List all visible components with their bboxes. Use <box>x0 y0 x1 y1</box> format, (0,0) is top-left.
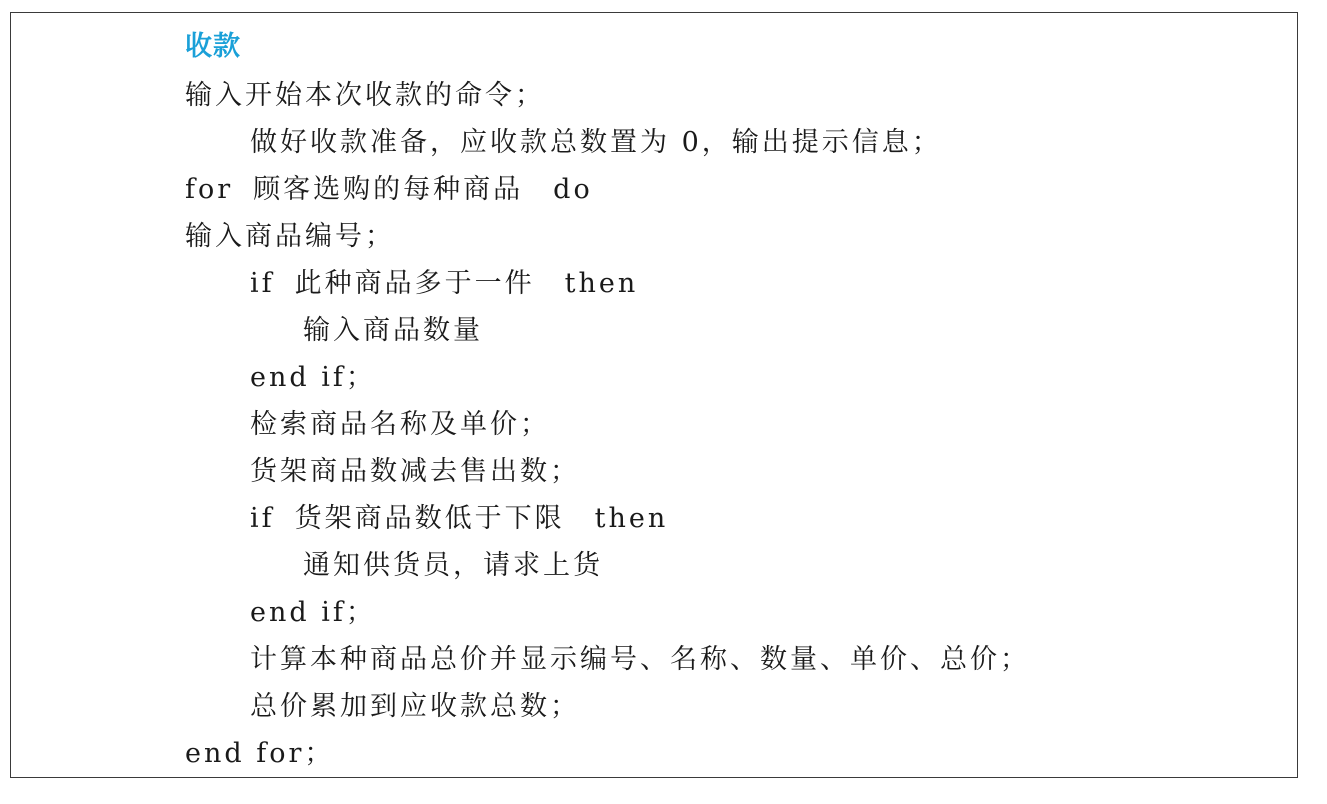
code-line-5 <box>250 264 638 304</box>
keyword-then: then <box>564 268 639 299</box>
code-line-14: 总价累加到应收款总数； <box>250 691 580 722</box>
if-condition: 此种商品多于一件 <box>294 268 535 299</box>
code-line-11: 通知供货员，请求上货 <box>303 550 603 581</box>
loop-condition: 顾客选购的每种商品 <box>253 174 524 205</box>
code-line-7: end if； <box>250 362 376 393</box>
code-line-8: 检索商品名称及单价； <box>250 409 550 440</box>
keyword-if: if <box>250 268 275 299</box>
code-line-3 <box>185 170 593 210</box>
code-line-6: 输入商品数量 <box>303 315 483 346</box>
code-line-2: 做好收款准备，应收款总数置为 0，输出提示信息； <box>250 127 942 158</box>
code-line-1: 输入开始本次收款的命令； <box>185 80 545 111</box>
code-line-13: 计算本种商品总价并显示编号、名称、数量、单价、总价； <box>250 644 1030 675</box>
keyword-then: then <box>594 503 669 534</box>
keyword-for: for <box>185 174 234 205</box>
code-line-10 <box>250 499 668 539</box>
keyword-if: if <box>250 503 275 534</box>
code-line-12: end if； <box>250 597 376 628</box>
code-line-15: end for； <box>185 738 335 769</box>
code-line-9: 货架商品数减去售出数； <box>250 456 580 487</box>
keyword-do: do <box>553 174 593 205</box>
if-condition: 货架商品数低于下限 <box>294 503 565 534</box>
section-title: 收款 <box>185 31 241 62</box>
code-line-4: 输入商品编号； <box>185 221 395 252</box>
